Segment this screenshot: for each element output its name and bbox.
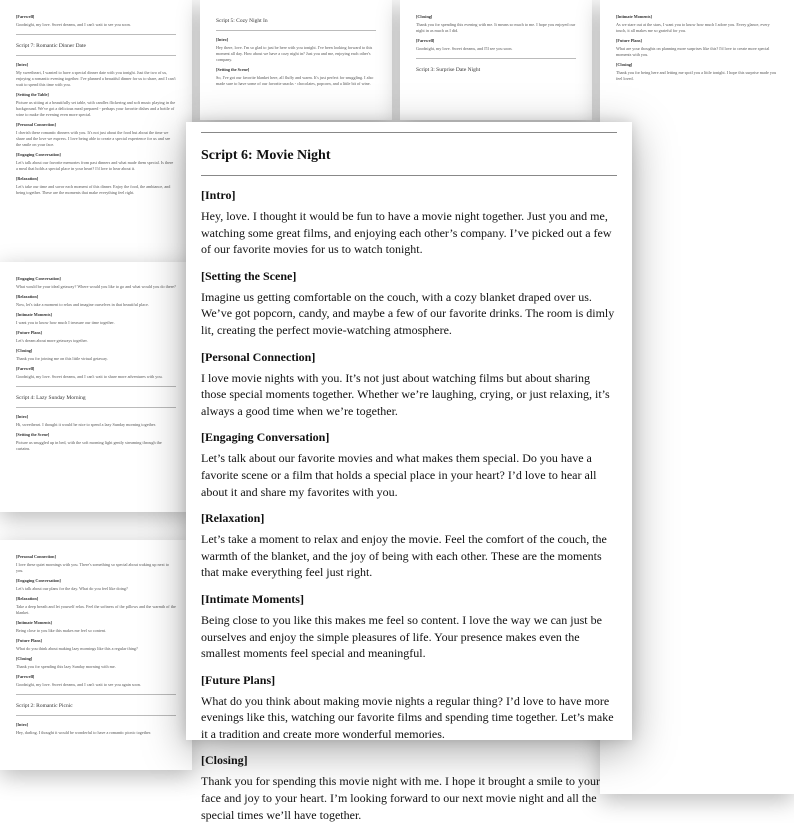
page-title: Script 6: Movie Night [201,148,331,163]
bg-section-heading: [Relaxation] [16,294,39,299]
bg-section-heading: [Setting the Scene] [16,432,50,437]
bg-section-text: Picture us sitting at a beautifully set table, with candles flickering and soft music playing in the background. We've got a delicious meal prepared - perhaps your favorite dishes and a bottle of wine to make the evening even more special. [16,100,176,117]
bg-section-text: Thank you for being here and letting me spoil you a little tonight. I hope this surprise made you feel loved. [616,70,777,81]
divider [216,30,376,31]
section-text-closing: Thank you for spending this movie night with me. I hope it brought a smile to your face and joy to your heart. I’m looking forward to our next movie night and all the special times we’ll have together. [201,774,600,822]
bg-section-text: Take a deep breath and let yourself relax. Feel the softness of the pillows and the warmth of the blanket. [16,604,176,615]
divider [16,694,176,695]
bg-section-text: Picture us snuggled up in bed, with the soft morning light gently streaming through the curtains. [16,440,162,451]
bg-closing-text: Goodnight, my love. Sweet dreams, and I can't wait to see you soon. [16,22,131,27]
bg-section-text: Let's take our time and savor each moment of this dinner. Enjoy the food, the ambiance, and being together. These are the moments that make everything feel right. [16,184,171,195]
bg-closing-text: Thank you for spending this evening with me. It means so much to me. I hope you enjoyed our night in as much as I did. [416,22,576,33]
background-page-bottomleft [0,262,192,512]
bg-section-text: Being close to you like this makes me feel so content. [16,628,107,633]
section-heading-intro: [Intro] [201,188,236,202]
bg-section-text: Hi, sweetheart. I thought it would be nice to spend a lazy Sunday morning together. [16,422,156,427]
divider [16,407,176,408]
bg-section-text: Let's talk about our favorite memories from past dinners and what made them special. Is there a meal that holds a special place in your heart? I'd love to hear about it. [16,160,174,171]
bg-script-title: Script 3: Surprise Date Night [416,67,481,73]
bg-section-heading: [Closing] [616,62,633,67]
bg-farewell-label: [Farewell] [416,38,435,43]
bg-section-text: Thank you for joining me on this little virtual getaway. [16,356,108,361]
bg-section-heading: [Relaxation] [16,176,39,181]
section-heading-personal-connection: [Personal Connection] [201,349,316,364]
background-page-topright [400,0,592,120]
bg-script-title: Script 7: Romantic Dinner Date [16,43,86,49]
bg-section-text: So, I've got our favorite blanket here, all fluffy and warm. It's just perfect for snuggling. I also made sure to have some of our favorite snacks - chocolates, popcorn, and a little bit of wine. [216,75,374,86]
bg-section-text: I want you to know how much I treasure our time together. [16,320,115,325]
bg-section-text: Hey, darling. I thought it would be wonderful to have a romantic picnic together. [16,730,152,735]
bg-section-text: Thank you for spending this lazy Sunday morning with me. [16,664,116,669]
bg-section-heading: [Farewell] [16,366,35,371]
bg-closing-label: [Closing] [416,14,433,19]
title-bottom-divider [201,175,617,176]
bg-section-text: What do you think about making lazy mornings like this a regular thing? [16,646,138,651]
divider [416,58,576,59]
bg-section-heading: [Personal Connection] [16,554,56,559]
bg-section-text: Now, let's take a moment to relax and imagine ourselves in that beautiful place. [16,302,149,307]
bg-section-heading: [Intro] [16,722,29,727]
bg-section-text: Hey there, love. I'm so glad to just be here with you tonight. I've been looking forward to this moment all day. How about we have a cozy night in? Just you and me, enjoying each other's company. [216,45,373,62]
section-text-future-plans: What do you think about making movie nights a regular thing? I’d love to have more evenings like this, watching our favorite films and spending time together. Let’s make it a tradition and create more wonderful memories. [201,693,614,741]
bg-section-heading: [Intimate Moments] [616,14,652,19]
bg-section-heading: [Setting the Scene] [216,67,250,72]
bg-section-text: As we stare out at the stars, I want you to know how much I adore you. Every glance, every touch, it all makes me so grateful for you. [616,22,770,33]
bg-section-heading: [Intro] [16,414,29,419]
section-text-engaging-conversation: Let’s talk about our favorite movies and what makes them special. Do you have a favorite scene or a film that holds a special place in your heart? I’d love to hear all about it and share my favorites with you. [201,451,597,499]
section-heading-intimate-moments: [Intimate Moments] [201,591,304,606]
bg-section-text: What would be your ideal getaway? Where would you like to go and what would you do there? [16,284,176,289]
bg-script-title: Script 5: Cozy Night In [216,18,268,24]
section-text-intimate-moments: Being close to you like this makes me feel so content. I love the way we can just be ourselves and enjoy the simple pleasures of life. Your presence makes even the smallest moments feel special and meaningful. [201,612,602,661]
divider [16,715,176,716]
bg-section-heading: [Future Plans] [16,638,42,643]
bg-section-heading: [Setting the Table] [16,92,49,97]
bg-section-heading: [Farewell] [16,674,35,679]
bg-section-heading: [Personal Connection] [16,122,56,127]
section-text-personal-connection: I love movie nights with you. It’s not just about watching films but about sharing those special moments together. Whether we’re laughing, crying, or just relaxing, it’s always a good time when we’re together. [201,370,610,418]
section-heading-closing: [Closing] [201,753,248,768]
bg-section-heading: [Engaging Conversation] [16,276,61,281]
bg-script-title: Script 2: Romantic Picnic [16,703,73,709]
bg-section-heading: [Engaging Conversation] [16,578,61,583]
section-heading-setting-the-scene: [Setting the Scene] [201,268,297,283]
bg-section-heading: [Engaging Conversation] [16,152,61,157]
bg-section-heading: [Intimate Moments] [16,620,52,625]
bg-section-heading: [Intro] [216,37,229,42]
title-top-divider [201,132,617,133]
bg-section-heading: [Future Plans] [616,38,642,43]
bg-section-text: What are your thoughts on planning more surprises like this? I'd love to create more special moments with you. [616,46,770,57]
bg-section-heading: [Closing] [16,348,33,353]
bg-section-heading: [Closing] [16,656,33,661]
bg-section-text: Let's dream about more getaways together. [16,338,88,343]
background-page-topcenter [200,0,392,120]
divider [16,386,176,387]
bg-section-text: Let's talk about our plans for the day. What do you feel like doing? [16,586,128,591]
bg-section-heading: [Relaxation] [16,596,39,601]
section-heading-relaxation: [Relaxation] [201,511,265,526]
background-page-lowerleft [0,540,192,770]
bg-section-text: My sweetheart, I wanted to have a special dinner date with you tonight. Just the two of us, enjoying a romantic evening together. I've planned a beautiful dinner for us to share, and I can't wait to spend this time with you. [16,70,176,87]
section-text-setting-the-scene: Imagine us getting comfortable on the couch, with a cozy blanket draped over us. We’ve got popcorn, candy, and maybe a few of our favorite drinks. The room is dimly lit, creating the perfect movie-watching atmosphere. [201,289,615,337]
bg-section-heading: [Intro] [16,62,29,67]
bg-closing-label: [Farewell] [16,14,35,19]
divider [16,55,176,56]
bg-script-title: Script 4: Lazy Sunday Morning [16,395,86,401]
bg-section-text: I love these quiet mornings with you. There's something so special about waking up next to you. [16,562,170,573]
bg-farewell-text: Goodnight, my love. Sweet dreams, and I'll see you soon. [416,46,513,51]
divider [16,34,176,35]
section-text-relaxation: Let’s take a moment to relax and enjoy the movie. Feel the comfort of the couch, the warmth of the blanket, and the joy of being with each other. These are the moments that make everything feel just right. [201,532,607,580]
section-heading-future-plans: [Future Plans] [201,672,276,687]
main-document-page [186,122,632,822]
bg-section-heading: [Future Plans] [16,330,42,335]
bg-section-heading: [Intimate Moments] [16,312,52,317]
section-heading-engaging-conversation: [Engaging Conversation] [201,430,330,445]
section-text-intro: Hey, love. I thought it would be fun to have a movie night together. Just you and me, watching some great films, and enjoying each other’s company. I’ve picked out a few of our favorite movies for us to watch tonight. [201,209,612,257]
bg-section-text: Goodnight, my love. Sweet dreams, and I can't wait to share more adventures with you. [16,374,163,379]
bg-section-text: I cherish these romantic dinners with you. It's not just about the food but about the time we share and the love we express. I love being able to create a special experience for us and see the smile on your face. [16,130,171,147]
bg-section-text: Goodnight, my love. Sweet dreams, and I can't wait to see you again soon. [16,682,141,687]
